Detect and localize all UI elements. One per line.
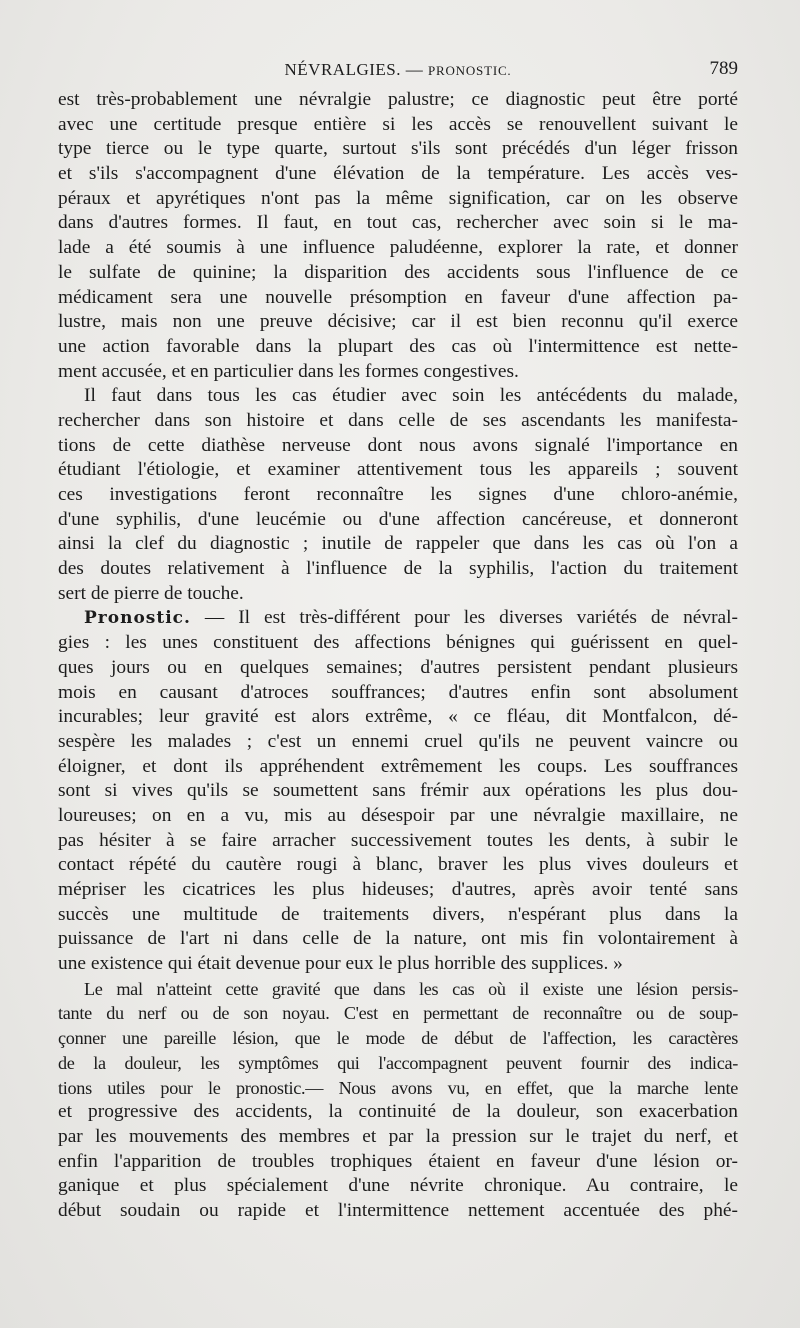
text-line: loureuses; on en a vu, mis au désespoir par une névralgie maxillaire, ne — [58, 804, 738, 826]
text-line: tions de cette diathèse nerveuse dont nous avons signalé l'importance en — [58, 434, 738, 456]
text-line: ces investigations feront reconnaître les signes d'une chloro-anémie, — [58, 484, 738, 505]
text-line: par les mouvements des membres et par la pression sur le trajet du nerf, et — [58, 1125, 738, 1147]
text-line: puissance de l'art ni dans celle de la nature, ont mis fin volontairement à — [58, 928, 738, 950]
section-heading-pronostic: Pronostic. — [84, 608, 191, 629]
text-line: sespère les malades ; c'est un ennemi cruel qu'ils ne peuvent vaincre ou — [58, 730, 738, 752]
text-line: Le mal n'atteint cette gravité que dans les cas où il existe une lésion persis- — [84, 978, 738, 999]
text-line: avec une certitude presque entière si les accès se renouvellent suivant le — [58, 113, 738, 135]
text-line: de la douleur, les symptômes qui l'accompagnent peuvent fournir des indica- — [58, 1052, 738, 1073]
chapter-title: NÉVRALGIES. — [284, 60, 401, 79]
text-line: étudiant l'étiologie, et examiner attentivement tous les appareils ; souvent — [58, 459, 738, 481]
text-line: çonner une pareille lésion, que le mode de début de l'affection, les caractères — [58, 1028, 738, 1049]
running-header — [58, 58, 738, 86]
text-line: succès une multitude de traitements divers, n'espérant plus dans la — [58, 903, 738, 925]
text-line: ques jours ou en quelques semaines; d'autres persistent pendant plusieurs — [58, 656, 738, 678]
text-line: lustre, mais non une preuve décisive; car il est bien reconnu qu'il exerce — [58, 311, 738, 333]
text-line: incurables; leur gravité est alors extrême, « ce fléau, dit Montfalcon, dé- — [58, 706, 738, 728]
text-fragment: — Il est très-différent pour les diverses variétés de névral- — [190, 607, 738, 629]
text-line: contact répété du cautère rougi à blanc, braver les plus vives douleurs et — [58, 854, 738, 876]
text-line: lade a été soumis à une influence paludéenne, explorer la rate, et donner — [58, 237, 738, 259]
paragraph-lesion-persistante — [58, 977, 738, 1224]
section-subtitle: PRONOSTIC. — [427, 63, 512, 78]
text-line: rechercher dans son histoire et dans celle de ses ascendants les manifesta- — [58, 409, 738, 431]
paragraph-diagnosis-palustre — [58, 88, 738, 384]
text-line: enfin l'apparition de troubles trophiques étaient en faveur d'une lésion or- — [58, 1150, 738, 1172]
text-line: pas hésiter à se faire arracher successivement toutes les dents, à subir le — [58, 829, 738, 851]
text-line: début soudain ou rapide et l'intermittence nettement accentuée des phé- — [58, 1199, 738, 1221]
page-number: 789 — [709, 58, 738, 79]
text-line: sert de pierre de touche. — [58, 582, 244, 604]
text-line: éloigner, et dont ils appréhendent extrêmement les coups. Les souffrances — [58, 755, 738, 777]
text-line: le sulfate de quinine; la disparition des accidents sous l'influence de ce — [58, 261, 738, 283]
text-line: péraux et apyrétiques n'ont pas la même signification, car on les observe — [58, 187, 738, 209]
text-line: ganique et plus spécialement d'une névrite chronique. Au contraire, le — [58, 1175, 738, 1197]
title-separator: — — [400, 60, 428, 79]
text-line: gies : les unes constituent des affections bénignes qui guérissent en quel- — [58, 632, 738, 654]
running-title — [58, 60, 738, 80]
text-line: est très-probablement une névralgie palustre; ce diagnostic peut être porté — [58, 89, 738, 110]
text-line: une existence qui était devenue pour eux le plus horrible des supplices. » — [58, 953, 623, 975]
paragraph-antecedents — [58, 384, 738, 606]
text-line: une action favorable dans la plupart des cas où l'intermittence est nette- — [58, 335, 738, 357]
text-line: des doutes relativement à l'influence de la syphilis, l'action du traitement — [58, 558, 738, 580]
text-line: ment accusée, et en particulier dans les formes congestives. — [58, 360, 519, 382]
text-line: mépriser les cicatrices les plus hideuses; d'autres, après avoir tenté sans — [58, 879, 738, 900]
text-line: et s'ils s'accompagnent d'une élévation de la température. Les accès ves- — [58, 163, 738, 185]
text-line: mois en causant d'atroces souffrances; d'autres enfin sont absolument — [58, 681, 738, 703]
text-line: et progressive des accidents, la continuité de la douleur, son exacerbation — [58, 1101, 738, 1123]
text-line: ainsi la clef du diagnostic ; inutile de rappeler que dans les cas où l'on a — [58, 533, 738, 555]
text-line: type tierce ou le type quarte, surtout s'ils sont précédés d'un léger frisson — [58, 138, 738, 160]
text-line: médicament sera une nouvelle présomption en faveur d'une affection pa- — [58, 286, 738, 308]
text-line: sont si vives qu'ils se soumettent sans frémir aux opérations les plus dou- — [58, 780, 738, 802]
paragraph-pronostic — [58, 606, 738, 976]
text-line: dans d'autres formes. Il faut, en tout cas, rechercher avec soin si le ma- — [58, 212, 738, 234]
body-text — [58, 88, 738, 1224]
text-line: tante du nerf ou de son noyau. C'est en permettant de reconnaître ou de soup- — [58, 1003, 738, 1024]
text-line: d'une syphilis, d'une leucémie ou d'une affection cancéreuse, et donneront — [58, 508, 738, 530]
text-line — [58, 606, 738, 631]
text-line: tions utiles pour le pronostic.— Nous avons vu, en effet, que la marche lente — [58, 1077, 738, 1098]
text-line: Il faut dans tous les cas étudier avec soin les antécédents du malade, — [84, 385, 738, 407]
